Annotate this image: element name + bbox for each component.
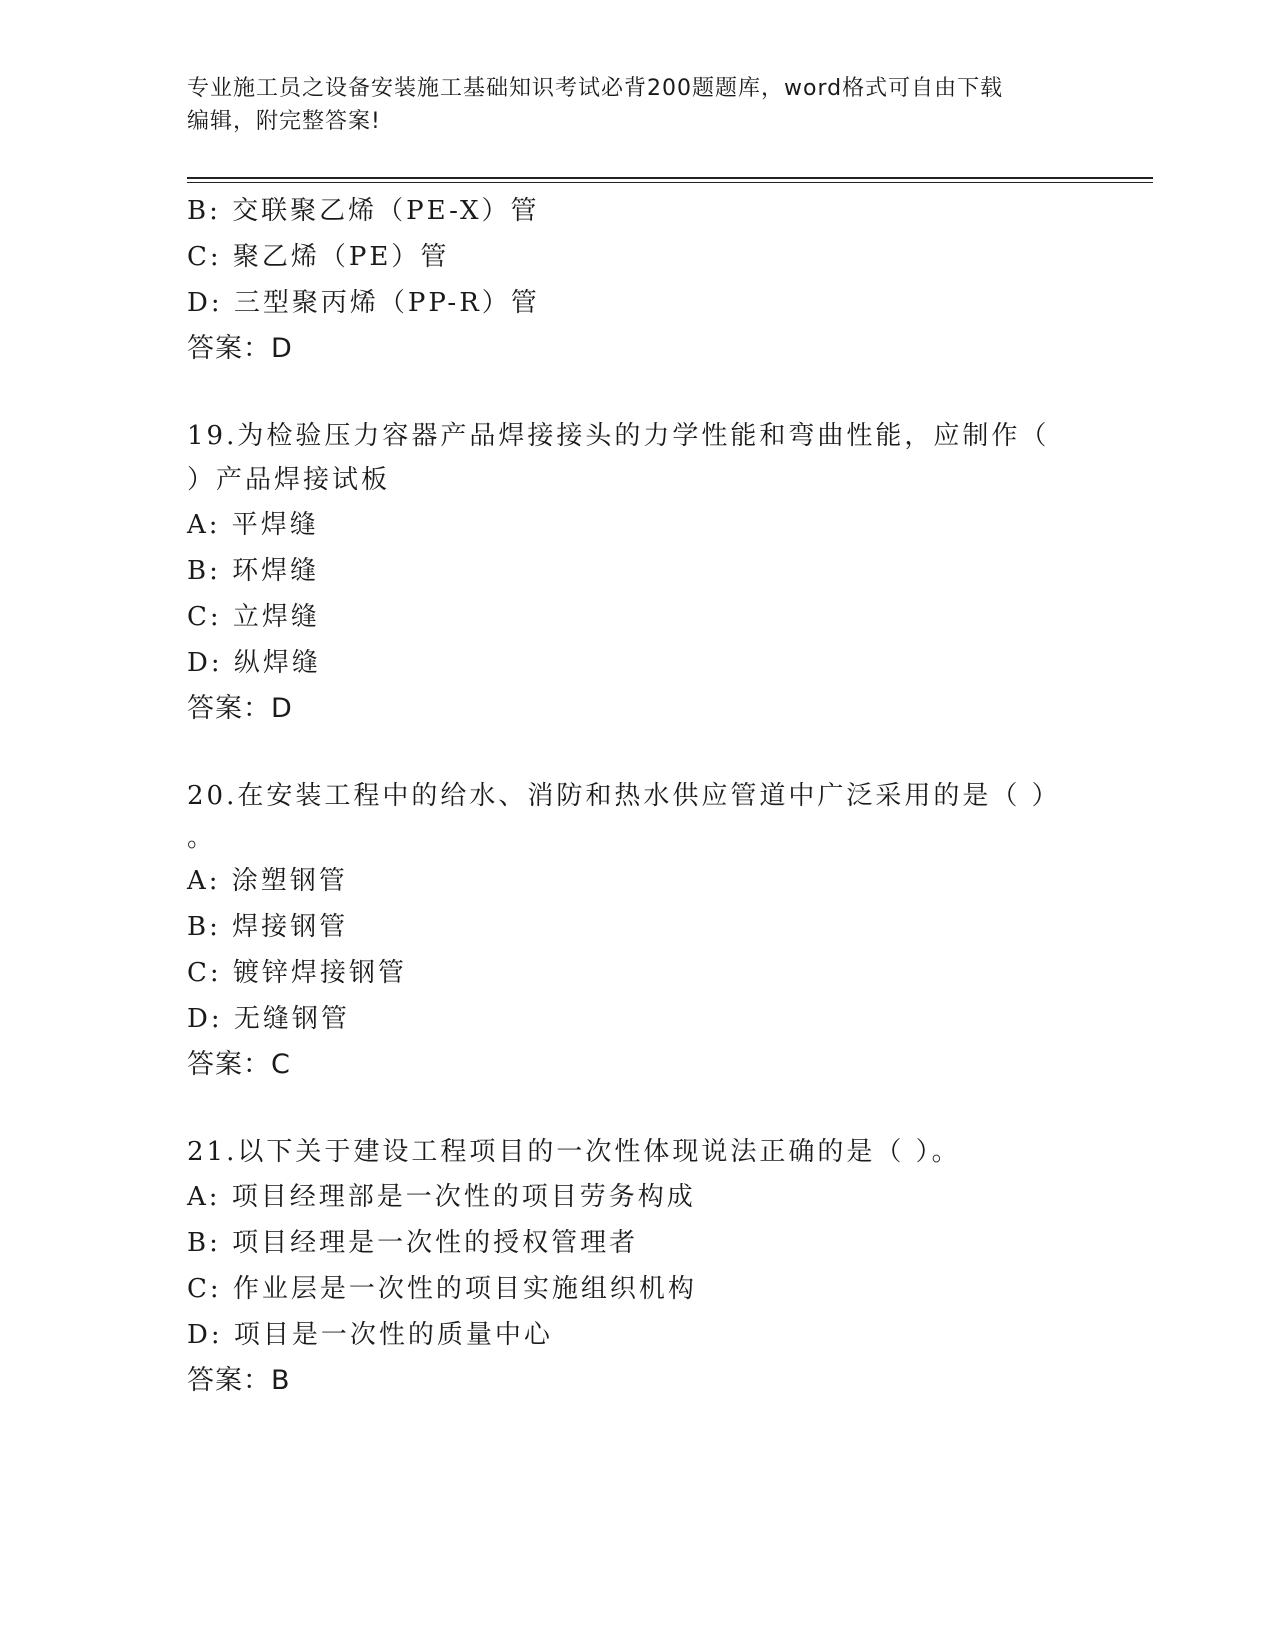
option-c: C: 镀锌焊接钢管 [187, 958, 407, 988]
option-c: C: 立焊缝 [187, 602, 320, 632]
question-stem-continued: ）产品焊接试板 [187, 465, 391, 495]
option-a: A: 平焊缝 [187, 510, 319, 540]
spacer [187, 1088, 1087, 1130]
answer-line: 答案：B [187, 1365, 291, 1396]
answer-line: 答案：D [187, 333, 293, 364]
document-header [187, 72, 1087, 138]
spacer [187, 732, 1087, 774]
option-a: A: 涂塑钢管 [187, 866, 348, 896]
header-title-line-1: 专业施工员之设备安装施工基础知识考试必背200题题库，word格式可自由下载 [187, 76, 1004, 101]
question-21 [187, 1130, 1087, 1404]
option-d: D: 无缝钢管 [187, 1004, 350, 1034]
header-divider-thick [187, 177, 1153, 179]
answer-line: 答案：D [187, 693, 293, 724]
option-c: C: 作业层是一次性的项目实施组织机构 [187, 1274, 697, 1304]
option-b: B: 环焊缝 [187, 556, 320, 586]
question-19 [187, 414, 1087, 732]
option-b: B: 交联聚乙烯（PE-X）管 [187, 196, 540, 226]
answer-line: 答案：C [187, 1049, 291, 1080]
question-20 [187, 774, 1087, 1088]
question-stem: 20.在安装工程中的给水、消防和热水供应管道中广泛采用的是（ ） [187, 781, 1061, 811]
question-stem-continued: 。 [187, 823, 217, 853]
option-a: A: 项目经理部是一次性的项目劳务构成 [187, 1182, 696, 1212]
question-stem: 21.以下关于建设工程项目的一次性体现说法正确的是（ ）。 [187, 1137, 961, 1167]
question-18-tail [187, 188, 1087, 372]
option-b: B: 焊接钢管 [187, 912, 349, 942]
spacer [187, 372, 1087, 414]
header-title-line-2: 编辑，附完整答案! [187, 109, 381, 134]
question-list [187, 188, 1087, 1404]
option-d: D: 纵焊缝 [187, 648, 321, 678]
option-c: C: 聚乙烯（PE）管 [187, 242, 450, 272]
option-d: D: 项目是一次性的质量中心 [187, 1320, 553, 1350]
option-b: B: 项目经理是一次性的授权管理者 [187, 1228, 639, 1258]
header-divider-thin [187, 182, 1153, 183]
question-stem: 19.为检验压力容器产品焊接接头的力学性能和弯曲性能，应制作（ [187, 421, 1050, 451]
option-d: D: 三型聚丙烯（PP-R）管 [187, 288, 540, 318]
